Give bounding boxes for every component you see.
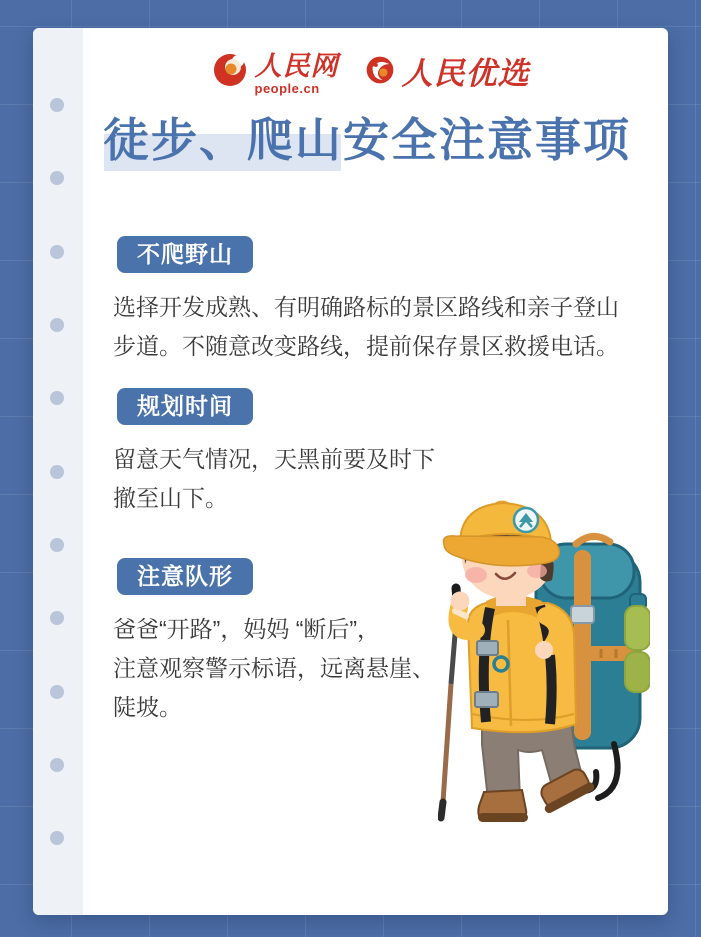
right-hand <box>535 641 553 659</box>
cap-brim <box>443 536 559 566</box>
child-hiker-illustration <box>438 494 650 826</box>
punch-hole <box>50 831 64 845</box>
people-net-wordmark: 人民网 <box>254 51 339 81</box>
text-line: 注意观察警示标语，远离悬崖、 <box>113 655 435 681</box>
title-block <box>103 114 631 166</box>
punch-hole <box>50 758 64 772</box>
front-boot <box>478 790 528 822</box>
punch-hole <box>50 391 64 405</box>
text-line: 陡坡。 <box>113 694 182 720</box>
section-text-formation <box>113 610 435 727</box>
section-badge-formation: 注意队形 <box>117 558 253 595</box>
backpack-side-pouch <box>625 606 650 650</box>
people-choice-ball-icon <box>365 55 395 85</box>
text-line: 爸爸“开路”，妈妈 “断后”， <box>113 616 381 642</box>
text-line: 选择开发成熟、有明确路标的景区路线和亲子登山 <box>113 294 619 320</box>
section-text-plan-time <box>113 440 435 518</box>
people-choice-wordmark: 人民优选 <box>401 55 530 91</box>
blush <box>465 567 487 583</box>
text-line: 撤至山下。 <box>113 485 228 511</box>
people-net-domain: people.cn <box>254 81 320 96</box>
page-title: 徒步、爬山安全注意事项 <box>103 114 631 166</box>
people-net-ball-icon <box>212 52 248 88</box>
section-badge-no-wild-mountains: 不爬野山 <box>117 236 253 273</box>
punch-hole <box>50 538 64 552</box>
punch-hole <box>50 98 64 112</box>
left-hand <box>451 592 470 611</box>
punch-hole <box>50 465 64 479</box>
people-net-logo <box>212 44 339 96</box>
text-line: 步道。不随意改变路线，提前保存景区救援电话。 <box>113 333 619 359</box>
notebook-card <box>33 28 668 915</box>
header-logos <box>33 44 668 96</box>
punch-hole <box>50 171 64 185</box>
section-badge-plan-time: 规划时间 <box>117 388 253 425</box>
section-text-no-wild-mountains <box>113 288 619 366</box>
people-choice-logo <box>365 48 530 93</box>
text-line: 留意天气情况，天黑前要及时下 <box>113 446 435 472</box>
punch-hole <box>50 685 64 699</box>
punch-hole <box>50 245 64 259</box>
punch-hole <box>50 611 64 625</box>
hole-punch-strip <box>33 28 83 915</box>
punch-hole <box>50 318 64 332</box>
